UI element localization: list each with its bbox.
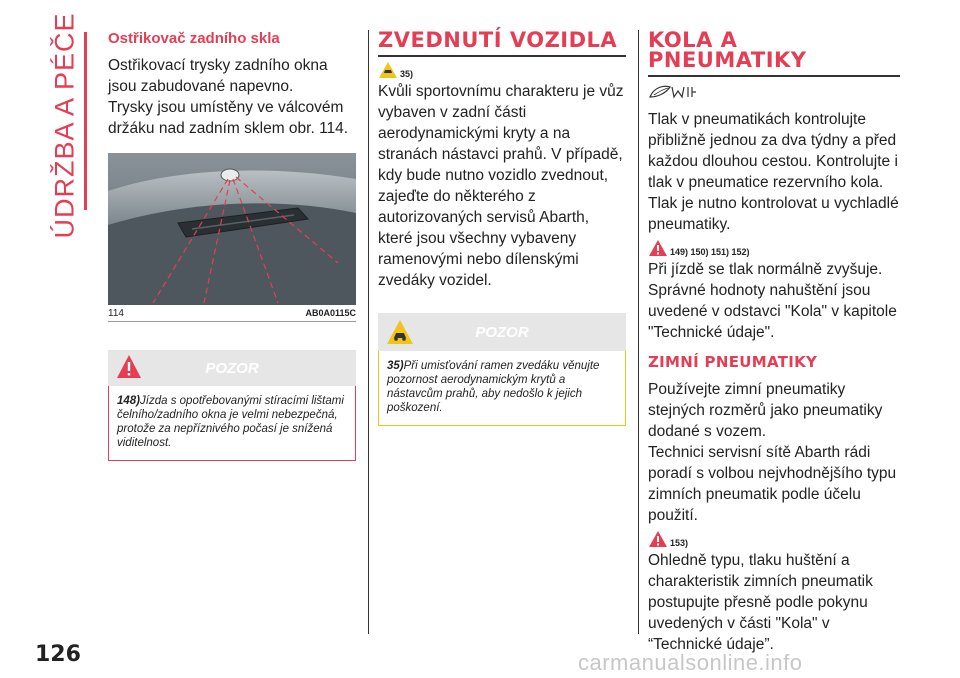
caution-triangle-icon (386, 319, 414, 345)
column-divider (638, 30, 639, 634)
warning-triangle-icon (116, 354, 142, 380)
paragraph: Kvůli sportovnímu charakteru je vůz vybaven v zadní části aerodynamickými kryty a na stranách nástavci prahů. V případě, kdy bude nutno vozidlo zvednout, zajeďte do některého z autorizovaných servisů Abarth, které jsou všechny vybaveny ramenovými nebo dílenskými zvedáky vozidel. (378, 83, 624, 289)
paragraph: Trysky jsou umístěny ve válcovém držáku nad zadním sklem obr. 114. (108, 99, 349, 137)
reference-number: 35) (400, 69, 414, 79)
caution-icon (378, 61, 398, 79)
column-right (648, 30, 900, 655)
paragraph: Tlak v pneumatikách kontrolujte přibližně jednou za dva týdny a před každou dlouhou cestou. Kontrolujte i tlak v pneumatice rezervního kola. Tlak je nutno kontrolovat u vychladlé pneumatiky. (648, 111, 899, 233)
figure-code: AB0A0115C (305, 308, 356, 318)
warning-text: Jízda s opotřebovanými stíracími lištami čelního/zadního okna je velmi nebezpečná, protože za nepříznivého počasí je snížená viditelnost. (117, 395, 344, 449)
warning-block (108, 350, 356, 461)
warning-ref: 148) (117, 395, 141, 407)
warning-small-icon (648, 530, 668, 548)
paragraph: Ohledně typu, tlaku huštění a charakteristik zimních pneumatik postupujte přesně podle pokynu uvedených v části "Kola" v “Technické údaje”. (648, 552, 873, 653)
reference-numbers: 149) 150) 151) 152) (670, 247, 750, 257)
sidebar-accent-line (84, 32, 87, 210)
rear-washer-subtitle: Ostřikovač zadního skla (108, 30, 280, 47)
caution-header (378, 313, 626, 351)
reference-line (378, 61, 626, 79)
watermark: carmanualsonline.info (578, 650, 803, 675)
figure-caption (108, 308, 356, 319)
winter-tyres-title: ZIMNÍ PNEUMATIKY (648, 353, 818, 371)
page-number: 126 (35, 642, 81, 667)
caution-block (378, 313, 626, 426)
wheels-title-line1: KOLA A (648, 28, 738, 52)
section-title: ÚDRŽBA A PÉČE (49, 11, 80, 239)
warning-label: POZOR (205, 359, 259, 377)
paragraph: Technici servisní sítě Abarth rádi poradí s volbou nejvhodnějšího typu zimních pneumatik podle účelu použití. (648, 444, 897, 524)
reference-line (648, 530, 900, 548)
title-rule (648, 75, 900, 77)
figure-rear-washer (108, 153, 356, 305)
caution-ref: 35) (387, 360, 404, 372)
wheels-title (648, 30, 900, 70)
wheels-title-line2: PNEUMATIKY (648, 48, 807, 72)
caution-label: POZOR (475, 323, 529, 341)
column-middle (378, 30, 626, 426)
reference-line (648, 239, 900, 257)
lifting-title: ZVEDNUTÍ VOZIDLA (378, 28, 618, 52)
eco-leaf-icon (648, 83, 700, 99)
title-rule (378, 55, 626, 57)
eco-icon-wrap (648, 83, 900, 99)
warning-body (108, 386, 356, 461)
paragraph: Používejte zimní pneumatiky stejných rozměrů jako pneumatiky dodané s vozem. (648, 381, 883, 440)
section-sidebar (45, 11, 85, 239)
caption-rule (108, 321, 356, 322)
warning-small-icon (648, 239, 668, 257)
paragraph: Ostřikovací trysky zadního okna jsou zabudované napevno. (108, 57, 328, 95)
warning-header (108, 350, 356, 386)
column-divider (368, 30, 369, 634)
caution-text: Při umisťování ramen zvedáku věnujte pozornost aerodynamickým krytů a nástavcům prahů, aby nedošlo k jejich poškození. (387, 360, 600, 414)
column-left (108, 30, 356, 461)
caution-body (378, 351, 626, 426)
rear-washer-illustration (108, 153, 356, 305)
paragraph: Při jízdě se tlak normálně zvyšuje. Správné hodnoty nahuštění jsou uvedené v odstavci "Kola" v kapitole "Technické údaje". (648, 261, 897, 341)
reference-number: 153) (670, 538, 689, 548)
figure-number: 114 (108, 308, 124, 319)
